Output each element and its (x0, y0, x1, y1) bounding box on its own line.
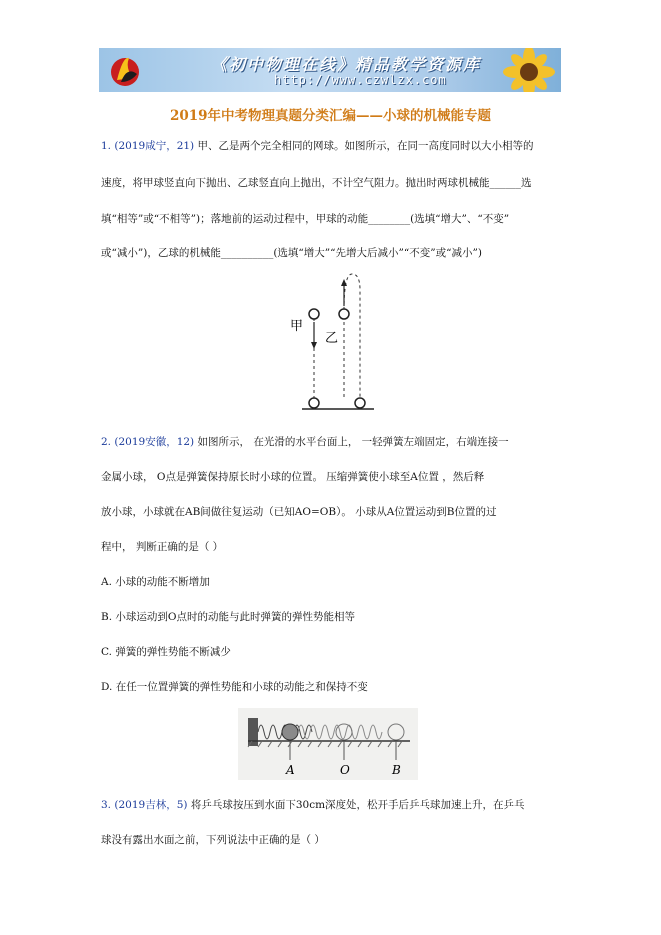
q3-line-1 (101, 798, 525, 812)
q1-line-2: 速度，将甲球竖直向下抛出、乙球竖直向上抛出，不计空气阻力。抛出时两球机械能______选 (101, 177, 532, 189)
q2-option-c: C. 弹簧的弹性势能不断减少 (101, 646, 231, 658)
q2-source: (2019安徽，12) (114, 436, 195, 448)
q2-line-1 (101, 435, 509, 449)
q1-line-3: 填“相等”或“不相等”)；落地前的运动过程中，甲球的动能________(选填“增大”、“不变” (101, 213, 510, 225)
q1-label-yi: 乙 (325, 331, 339, 346)
site-logo-icon (107, 52, 143, 88)
document-title: 2019年中考物理真题分类汇编——小球的机械能专题 (169, 108, 492, 124)
q1-source: (2019咸宁，21) (114, 140, 195, 152)
q2-figure (238, 708, 418, 780)
q3-source: (2019吉林，5) (114, 799, 188, 811)
q2-option-a: A. 小球的动能不断增加 (101, 576, 210, 588)
q1-line-4: 或“减小”)，乙球的机械能__________(选填“增大”“先增大后减小”“不变”或“减小”) (101, 247, 482, 259)
q3-line-2: 球没有露出水面之前，下列说法中正确的是（ ） (101, 834, 325, 846)
q2-line-4: 程中， 判断正确的是（ ） (101, 541, 224, 553)
q2-line-2: 金属小球， O点是弹簧保持原长时小球的位置。 压缩弹簧使小球至A位置 ，然后释 (101, 471, 485, 483)
q2-option-d: D. 在任一位置弹簧的弹性势能和小球的动能之和保持不变 (101, 681, 368, 693)
q1-line-1 (101, 139, 534, 153)
q2-number: 2. (101, 436, 112, 448)
q2-label-a: A (286, 763, 295, 777)
sunflower-icon (489, 48, 559, 92)
q3-text-1: 将乒乓球按压到水面下30cm深度处，松开手后乒乓球加速上升，在乒乓 (190, 799, 525, 811)
q2-label-o: O (340, 763, 350, 777)
q1-number: 1. (101, 140, 112, 152)
q3-number: 3. (101, 799, 112, 811)
header-banner (99, 48, 561, 92)
banner-url: http://www.czwlzx.com (274, 73, 447, 87)
banner-title: 《初中物理在线》精品教学资源库 (211, 55, 482, 74)
q2-text-1: 如图所示， 在光滑的水平台面上， 一轻弹簧左端固定，右端连接一 (197, 436, 509, 448)
q2-option-b: B. 小球运动到O点时的动能与此时弹簧的弹性势能相等 (101, 611, 355, 623)
q1-text-1: 甲、乙是两个完全相同的网球。如图所示，在同一高度同时以大小相等的 (197, 140, 534, 152)
q1-label-jia: 甲 (290, 319, 304, 334)
q1-figure (280, 270, 380, 418)
q2-line-3: 放小球，小球就在AB间做往复运动（已知AO=OB）。 小球从A位置运动到B位置的过 (101, 506, 497, 518)
q2-label-b: B (392, 763, 401, 777)
